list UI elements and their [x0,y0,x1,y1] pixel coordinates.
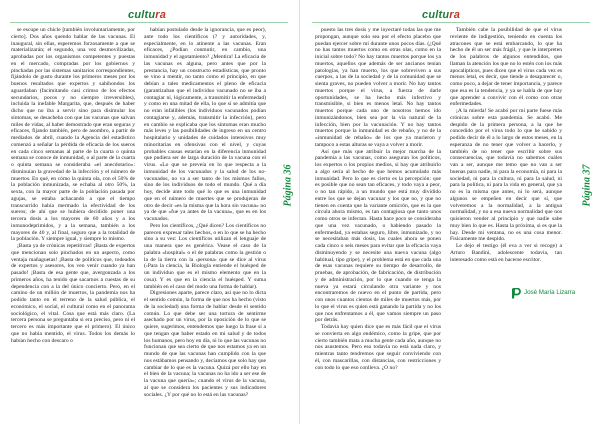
logo-part: tu [144,9,156,21]
body-paragraph: Así que más que atribuir la mejor marcha de la pandemia a las vacunas, como aseguran los políticos, los expertos o los propios medios, si hay que atribuirlo a algo sería al hecho de que hemos acumulado más inmunidad. Pero lo que es cierto es la percepción: que es posible que no sean tan eficaces, y todo vaya a peor, o no tan rápido, a un mundo que está muy dividido entre los que se dejan vacunar y los que no, y que no tienen en cuenta que la variante omicrón, que es la que circula ahora mismo, es tan contagiosa que tanto unos como otros se infectan. Hasta hace poco se consideraba que una vez vacunado, o habiendo pasado la enfermedad, ya estabas seguro, libre, inmunizado, y no se necesitaban más dosis, las cuales ahora se ponen cada cinco o seis meses para evitar que la eficacia vaya disminuyendo y se necesite una nueva vacuna (algo habitual, tipo gripe), y el problema está en que cada una de esas vacunas requiere su tiempo de desarrollo, de pruebas, de aprobación, de fabricación, de distribución y de administración, por lo que cuando se tenga la nueva ya estará circulando otra variante y nos encontraremos de nuevo en el punto de partida, pero con unos cuantos cientos de miles de muertos más, por lo que el virus es quien está ganando la partida y no los que nos enfrentamos a él, que vamos siempre un paso por detrás. [315,148,441,324]
body-paragraph: ¡Basta ya de crónicas repetitivas! ¡Basta de expertos que mencionan solo pinchados en un aspecto, como ventaja mañaguetas! ¡Basta de políticos que, rodeados de expertos y asesores, los ven venir cuando ya han pasado! ¡Basta de esa gente que, avergonzada a los primeros años, ha tenido que sacarnos a cuestas de su dependencia con a la del único concierto. Pero, en el camino de un millón de muertos, la pandemia nos ha podido tanto en el terreno de la salud pública, el económico, el social, el cultural como en el panorama sociológico, el vital. Cosa que está más claro. (La tercera persona se preguntaba si era preciso, pero ni el tercero es más importante que el primero). El único que no había mentido, el virus. Todos los demás lo habían hecho con descaro o [11,243,135,344]
logo-part: tu [438,9,450,21]
magazine-logo [422,9,460,21]
body-paragraph: ¡A la mierda! Se acabó por mi parte fuese más crónicas sobre esta pandemia. Se acabó. Me despido de la primera persona, a la que he concedido por el virus todo lo que he sabido y podido decir de él a lo largo de estos meses, en la esperanza de no tener que volver a hacerlo, y también de no tener que escribir sobre sus consecuencias, que todavía no sabemos cuáles van a ser, aunque me temo que no van a ser buenas para nadie, ni para la economía, ni para la sociedad, ni para la cultura, ni para la salud, ni para la política, ni para la vida en general, que ya no es la misma que antes, ni lo será, aunque algunos se empeñen en decir que sí, que volveremos a la normalidad, a la antigua normalidad, y no a esa nueva normalidad que nos quisieron vender al principio y que nadie sabe muy bien lo que es. Hasta la próxima, si es que la hay. Desde mi ventana, no es una cosa menor. Fisicamente me despido. [450,108,562,243]
header-rule [10,22,288,23]
text-column-right-1 [315,27,441,417]
body-paragraph: También cabe la posibilidad de que el virus reviente de indigestión, teniendo en cuenta los atracones que se está embarcando, lo que ha hecho de él un ser más frágil, y que le interpreten de los palabros de algunos entendidos, que llaman la atención los que no lo estén con los más apocalípticos, pues dicen que el virus cada vez es menos letal, es decir, que tiende a desaparecer o, como poco, a dejar de tener importancia, y parece que esa es la tendencia, y ya se habla de que hay que aprender a convivir con él como con otras enfermedades. [450,27,562,108]
logo-part: ra [449,9,461,21]
magazine-logo [128,9,166,21]
right-page [300,0,600,424]
author-name: José María Lizarra [524,289,576,296]
author-logo-icon [511,288,521,299]
logo-part: ra [155,9,167,21]
body-paragraph: Pero los científicos, ¿Qué dicen? Los científicos no parecen expresar tales hechos, o en lo que se ha hecho sino a su vez: Los científicos utilizan el lenguaje de una manera que es genérica. Veasе el caso de la palabra «hospital» o el de palabras como la gestión o la de la tierra con la ‹persona› que se dice al virus (‹Para la ciencia, la Biología entiende el huésped de un individuo que es el mismo elemento que en la cosa). Y es que en la ciencia el huésped. Y suma también en el caso del modo una forma de hablar). [144,222,266,290]
page-number-right: Página 37 [581,164,593,207]
body-paragraph: puesto las tres dosis y me inyectaré todas las que me propongan, aunque solo sea por el efecto placebo que puedan ejercer sobre mí durante unos pocos días. (¿Qué no has tantos muertos como en otras olas, como en la inicial sobre todo? No hay tantos muertos porque los ya muertos, aquellos que además de ser ancianos tenían patologías, ya han muerto, los que sobreviven a sus cuerpos, a las de la sociedad y de la comunidad que se sienta graves, no pueden volver a morir. No hay tantos muertos porque el virus, a fuerza de darle oportunidades, se ha hecho más infectivo y transmisible, si bien es menos letal. No hay tantos muertos porque cada uno de nosotros hemos ido inmunizándonos, bien sea por la vía natural de la infección, bien por la vacunación. Y no hay tantos muertos porque la inmunidad es de rebaño, y no de la «inmunidad de rebaño» de los que ya murieron y tampoco a estas alturas se vaya a volver a morir. [315,27,441,148]
body-paragraph: Digresiones aparte, parece claro, así que no lo dicta el sentido común, la forma de que nos ha hecho (visto de la sociedad) una forma de hablar desde el sentido común. Lo que debe ser una tortura de sentirme asechado por un virus, por la oposición de lo que se quiere, sugerimos, entendemos que luego la frase sí a que tengan que haber estado en mi salud y de todos los humanos, pero hoy en día, ni lo que las vacunas no funcionan que sea cierto de que nos estamos ya en un mundo de que las vacunas han cumplido con la que nos estábamos pensando y, decíamos que solo hay que cambiar de lo que es la vacuna. Quizá por ello hay en el bien de la vacuna; la vacunas no ha ido a ser ese de la vacuna que quería»; cuando el virus de la vacuna, al que se considera los pacientes y sus indicadores sociales. ¿Y por qué no lo está en las vacunas? [144,290,266,398]
body-paragraph: se escupe un chicle [también involuntariamente, por cierto]. Dos años quendo hablar de las vacunas. El inaugural, sin ellas, esperemos forzosamente a que se materializarán; el segundo, una vez desmovilizadas, aprobadas por los organismos competentes y puestas en el mercado, compradas por los gobiernos y pinchadas por las sistemas sanitarios correspondientes, fijándolo de gusto durante los primeros meses por los buenos resultados que expertos y sabihondos los aguardaban (facimitando casi crimso de los efectos secundarios, pocos y no siempre irreversibles), incluida la inefable Margarita, que, después de haber dicho que no iba a servir sino para disimular los síntomas, se desacheba con que las vacunas que salvan miles de vidas, al haber demostrado que eran seguras y eficaces, fijando también, pero de asombro, a partir de mediados de abril, cuando la Agencia del estadístico comenzó a señalar la pérdida de eficacia de los sueros en cada cinco semanas al parte de la cuarta o quinta semana se conoce de inmunidad, o al parte de la cuarta o quinta semana se consideraba «el anecdotario»: disminuían la gravedad de la infección y el número de muertos. En qué, en cómo la quinta ola, con el 50% de la población inmunizada, se echaba al otro 50%, la sexta, con la mayor parte de la población pasada por agujas, se estaba achacando a que el tiempo transcurrido había mermado la efectividad de los sueros; de ahí que se hubiera decidido poner una tercera dosis a los mayores de 60 años y a los inmunodeprimidos, y a la semana, también a los mayores de 40 y, al final, seguro que a la totalidad de la población. Y siempre igual, y siempre lo mismo. [11,27,135,243]
header-rule [312,22,590,23]
body-paragraph: habían postulado desde la ignorancia, que es peor), ante todo los científicos (? y autoridades, y, especialmente, en lo atinente a las vacunas. Eran eficaces, ¿Podían conmutir, en cambio, una inmunidad y el agotamiento? ¿Mentira! La eficacia de las vacunas es alguna, pero antes que por la prestancia, hay un constructo estadísticas, que pronto se vino a mentir, no tanto como el principio, en que debían a tales medicamentos el pleno de eficacia (garantizaban que el individuo vacunado no se iba a contagiar ni, lógicamente, a transmitir la enfermedad) y como en una mitad de ella, lo que sí se admitía que no eran infalibles (los individuos vacunados podían contagiarse y, además, transmitir la infección), pero en cambio se explicaba que los síntomas eran mucho más leves y las posibilidades de ingreso en un centro hospitalario y unidades de cuidados intensivos muy minoritarias en ofensivas con el nivel, y cuyas probables causas estarían en la diferencia inmunidad que pudiera ser de larga duración de la vacuna con el virus. «Lo que se preveía en lo que respecta a la inmunidad de los vacunados y la salud de los no-vacunados, no va a ser tanto de los mismos fallos, sino de los individuos de todo el mundo. Qué a día hoy, decide ante todo qué lo que es una inmunidad que en el número de muertes que se produjeran de otro de decir «es la misma que la hora sin vacuna» no ya de que «fue ya antes de la vacuna», que es en los vacunados. [144,27,266,222]
body-paragraph: Le dejo el testigo (él eva a ver si recoge) a Arturo Bandini, adolescente todavía, tan interesado como está en hacerse escritor. [450,243,562,263]
text-column-right-2 [450,27,562,277]
author-signature [511,287,589,301]
logo-part: cul [422,9,439,21]
body-paragraph: Todavía hay quien dice que es más fácil que el virus se convierta en algo endémico, como la gripe, que por cierto también mata a mucha gente cada año, aunque no nos asustemos. Pero eso todavía no está nada claro, y mientras tanto tendremos que seguir conviviendo con él, con mascarillas, con distancias, con restricciones y con todo lo que eso conlleva. ¿O no? [315,324,441,371]
logo-part: cul [128,9,145,21]
text-column-left-1 [11,27,135,417]
text-column-left-2 [144,27,266,417]
page-number-left: Página 36 [282,164,294,207]
